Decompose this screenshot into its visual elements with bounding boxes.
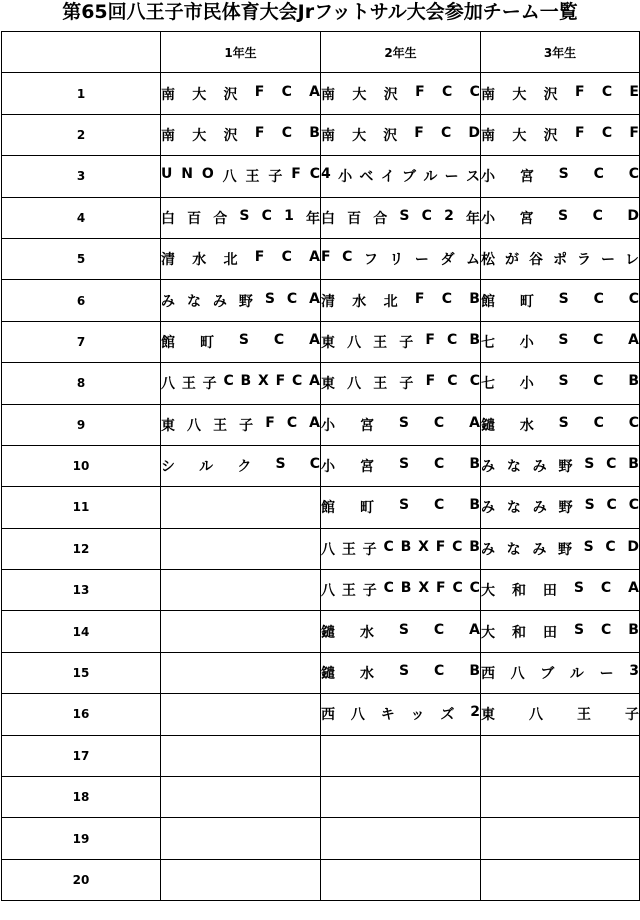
- team-cell-grade-1: [161, 363, 321, 404]
- team-cell-grade-1: [161, 445, 321, 486]
- team-cell-grade-1: [161, 73, 321, 114]
- team-cell-grade-3: [481, 735, 640, 776]
- team-name: 松 が 谷 ポ ラ ー レ: [481, 252, 639, 269]
- table-row: [2, 652, 640, 693]
- team-cell-grade-3: [481, 404, 640, 445]
- team-name: 白 百 合 S C 1 年: [161, 207, 320, 227]
- row-number: 2: [2, 114, 161, 155]
- table-row: [2, 321, 640, 362]
- team-name: 東 八 王 子 F C B: [321, 331, 480, 351]
- team-cell-grade-1: [161, 777, 321, 818]
- table-row: [2, 238, 640, 279]
- team-name: 東 八 王 子: [481, 707, 639, 724]
- header-grade-3: 3年生: [481, 32, 640, 73]
- team-name: 小 宮 S C A: [321, 414, 480, 434]
- team-name: 大 和 田 S C A: [481, 580, 639, 600]
- table-row: [2, 528, 640, 569]
- team-cell-grade-3: [481, 487, 640, 528]
- team-name: 小 宮 S C B: [321, 456, 480, 476]
- team-cell-grade-3: [481, 859, 640, 900]
- table-row: [2, 156, 640, 197]
- row-number: 3: [2, 156, 161, 197]
- team-cell-grade-1: [161, 280, 321, 321]
- team-cell-grade-3: [481, 73, 640, 114]
- team-name: 南 大 沢 F C E: [481, 83, 639, 103]
- row-number: 10: [2, 445, 161, 486]
- team-name: 清 水 北 F C A: [161, 249, 320, 269]
- team-cell-grade-2: [321, 818, 481, 859]
- team-name: 館 町 S C C: [481, 290, 639, 310]
- row-number: 6: [2, 280, 161, 321]
- team-cell-grade-3: [481, 363, 640, 404]
- team-name: 清 水 北 F C B: [321, 290, 480, 310]
- row-number: 19: [2, 818, 161, 859]
- header-number: [2, 32, 161, 73]
- team-cell-grade-2: [321, 611, 481, 652]
- header-row: [2, 32, 640, 73]
- team-name: 鑓 水 S C C: [481, 414, 639, 434]
- team-cell-grade-2: [321, 238, 481, 279]
- team-name: 八 王 子 C B X F C A: [161, 373, 320, 393]
- team-cell-grade-1: [161, 321, 321, 362]
- team-cell-grade-3: [481, 818, 640, 859]
- row-number: 9: [2, 404, 161, 445]
- team-cell-grade-3: [481, 570, 640, 611]
- team-cell-grade-2: [321, 280, 481, 321]
- team-cell-grade-3: [481, 114, 640, 155]
- team-cell-grade-3: [481, 280, 640, 321]
- team-name: 4 小 ベ イ ブ ル ー ス: [321, 166, 480, 186]
- team-name: 白 百 合 S C 2 年: [321, 207, 480, 227]
- team-name: 南 大 沢 F C D: [321, 124, 480, 144]
- team-name: み な み 野 S C C: [481, 497, 639, 517]
- team-cell-grade-1: [161, 611, 321, 652]
- team-name: 鑓 水 S C B: [321, 663, 480, 683]
- team-name: 館 町 S C B: [321, 497, 480, 517]
- row-number: 8: [2, 363, 161, 404]
- team-name: 南 大 沢 F C C: [321, 83, 480, 103]
- team-name: 八 王 子 C B X F C C: [321, 580, 480, 600]
- row-number: 4: [2, 197, 161, 238]
- table-row: [2, 114, 640, 155]
- team-cell-grade-2: [321, 694, 481, 735]
- team-name: 東 八 王 子 F C C: [321, 373, 480, 393]
- team-name: 東 八 王 子 F C A: [161, 414, 320, 434]
- row-number: 18: [2, 777, 161, 818]
- row-number: 14: [2, 611, 161, 652]
- row-number: 16: [2, 694, 161, 735]
- header-grade-2: 2年生: [321, 32, 481, 73]
- team-cell-grade-1: [161, 156, 321, 197]
- team-cell-grade-2: [321, 404, 481, 445]
- team-cell-grade-2: [321, 114, 481, 155]
- team-cell-grade-2: [321, 197, 481, 238]
- table-row: [2, 611, 640, 652]
- row-number: 12: [2, 528, 161, 569]
- team-name: み な み 野 S C D: [481, 538, 639, 558]
- team-cell-grade-1: [161, 818, 321, 859]
- page-title: 第65回八王子市民体育大会Jrフットサル大会参加チーム一覧: [62, 1, 578, 23]
- team-cell-grade-3: [481, 528, 640, 569]
- team-name: 館 町 S C A: [161, 331, 320, 351]
- row-number: 1: [2, 73, 161, 114]
- row-number: 15: [2, 652, 161, 693]
- table-row: [2, 735, 640, 776]
- team-cell-grade-1: [161, 859, 321, 900]
- team-cell-grade-1: [161, 404, 321, 445]
- team-name: 西 八 キ ッ ズ 2: [321, 704, 480, 724]
- team-name: 七 小 S C A: [481, 331, 639, 351]
- team-cell-grade-1: [161, 694, 321, 735]
- team-cell-grade-3: [481, 197, 640, 238]
- table-row: [2, 363, 640, 404]
- team-cell-grade-2: [321, 156, 481, 197]
- team-cell-grade-1: [161, 570, 321, 611]
- team-name: 南 大 沢 F C A: [161, 83, 320, 103]
- table-row: [2, 818, 640, 859]
- table-row: [2, 280, 640, 321]
- team-cell-grade-2: [321, 859, 481, 900]
- table-row: [2, 404, 640, 445]
- team-cell-grade-2: [321, 570, 481, 611]
- table-row: [2, 487, 640, 528]
- team-cell-grade-1: [161, 238, 321, 279]
- team-name: 八 王 子 C B X F C B: [321, 538, 480, 558]
- team-cell-grade-1: [161, 735, 321, 776]
- team-cell-grade-1: [161, 652, 321, 693]
- team-name: シ ル ク S C: [161, 456, 320, 476]
- table-row: [2, 859, 640, 900]
- header-grade-1: 1年生: [161, 32, 321, 73]
- team-cell-grade-1: [161, 197, 321, 238]
- table-row: [2, 445, 640, 486]
- team-cell-grade-2: [321, 735, 481, 776]
- team-cell-grade-1: [161, 487, 321, 528]
- team-cell-grade-3: [481, 777, 640, 818]
- table-row: [2, 694, 640, 735]
- team-name: 南 大 沢 F C F: [481, 124, 639, 144]
- table-row: [2, 777, 640, 818]
- team-cell-grade-1: [161, 114, 321, 155]
- team-name: 大 和 田 S C B: [481, 621, 639, 641]
- team-name: 南 大 沢 F C B: [161, 124, 320, 144]
- table-row: [2, 197, 640, 238]
- row-number: 20: [2, 859, 161, 900]
- team-cell-grade-2: [321, 652, 481, 693]
- team-name: み な み 野 S C A: [161, 290, 320, 310]
- row-number: 11: [2, 487, 161, 528]
- table-row: [2, 73, 640, 114]
- team-name: 西 八 ブ ル ー 3: [481, 663, 639, 683]
- team-roster-table: [1, 31, 640, 901]
- team-cell-grade-1: [161, 528, 321, 569]
- team-cell-grade-2: [321, 321, 481, 362]
- table-row: [2, 570, 640, 611]
- row-number: 13: [2, 570, 161, 611]
- team-name: F C フ リ ー ダ ム: [321, 249, 480, 269]
- team-name: 七 小 S C B: [481, 373, 639, 393]
- row-number: 5: [2, 238, 161, 279]
- team-cell-grade-2: [321, 445, 481, 486]
- team-cell-grade-2: [321, 528, 481, 569]
- team-cell-grade-3: [481, 445, 640, 486]
- team-cell-grade-3: [481, 238, 640, 279]
- row-number: 7: [2, 321, 161, 362]
- team-cell-grade-3: [481, 694, 640, 735]
- team-cell-grade-2: [321, 363, 481, 404]
- team-name: 小 宮 S C D: [481, 207, 639, 227]
- team-cell-grade-2: [321, 73, 481, 114]
- row-number: 17: [2, 735, 161, 776]
- team-cell-grade-3: [481, 321, 640, 362]
- team-name: み な み 野 S C B: [481, 456, 639, 476]
- team-cell-grade-3: [481, 156, 640, 197]
- team-cell-grade-2: [321, 777, 481, 818]
- team-name: U N O 八 王 子 F C: [161, 166, 320, 186]
- team-cell-grade-2: [321, 487, 481, 528]
- team-name: 小 宮 S C C: [481, 166, 639, 186]
- team-cell-grade-3: [481, 611, 640, 652]
- team-name: 鑓 水 S C A: [321, 621, 480, 641]
- team-cell-grade-3: [481, 652, 640, 693]
